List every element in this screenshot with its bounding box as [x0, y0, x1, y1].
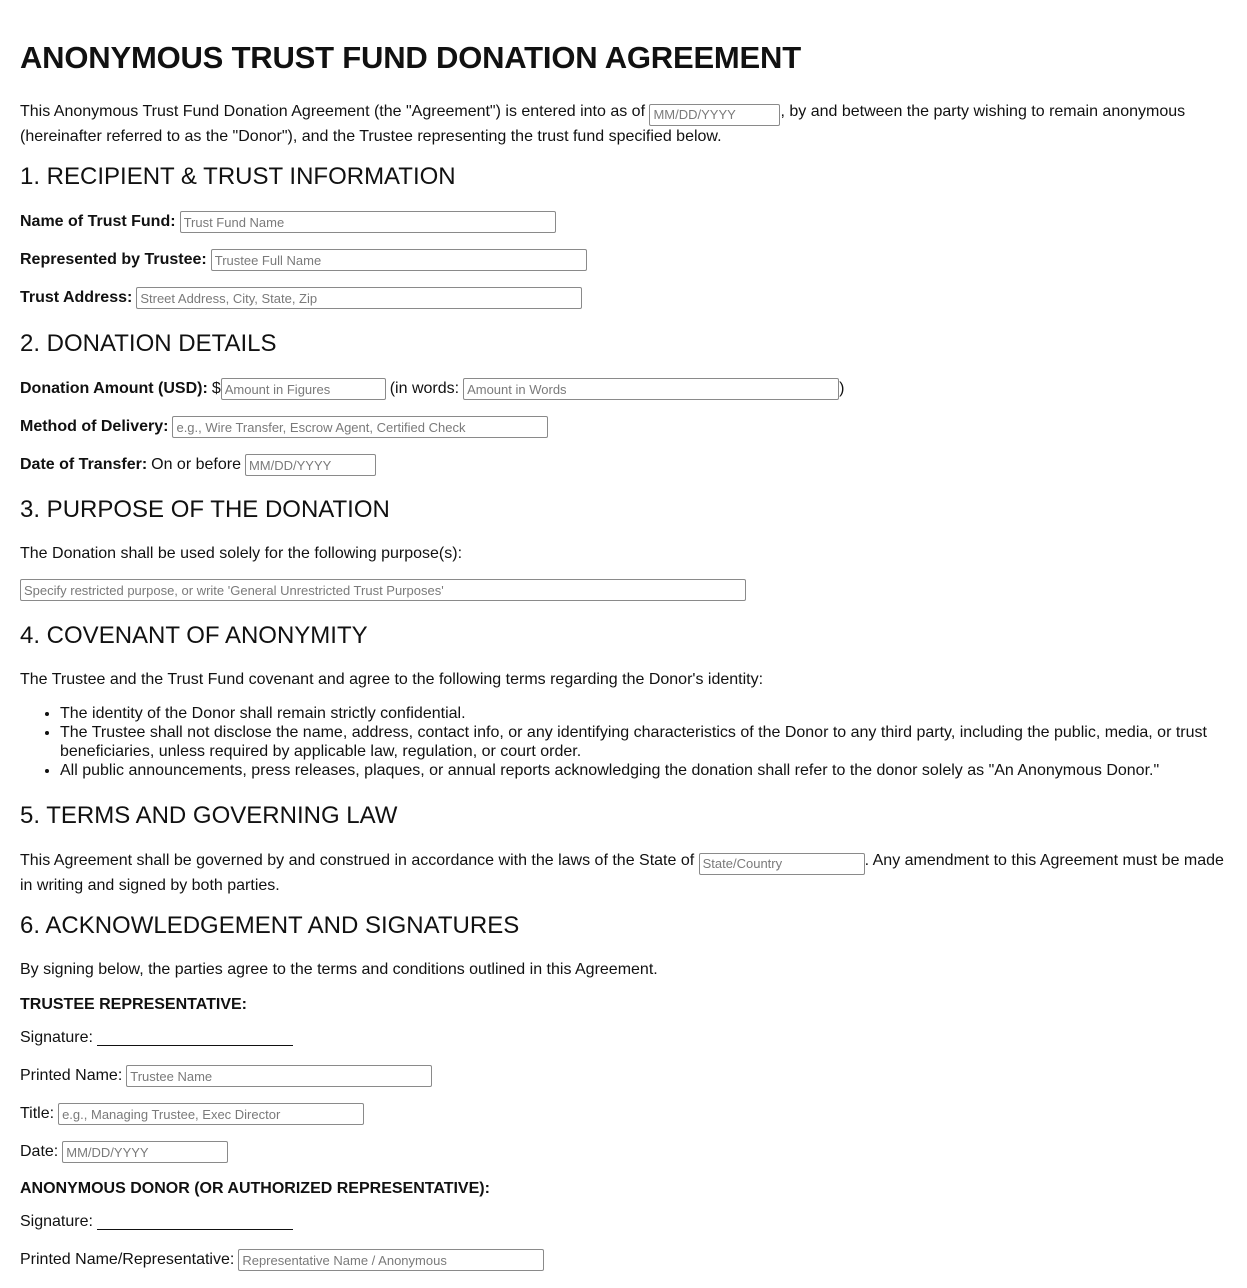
trustee-label: Represented by Trustee:	[20, 251, 207, 268]
delivery-method-label: Method of Delivery:	[20, 418, 169, 435]
donor-printed-name-row	[20, 1249, 544, 1271]
donor-signature-row	[20, 1213, 293, 1231]
transfer-date-text: On or before	[151, 456, 241, 473]
trustee-title-label: Title:	[20, 1105, 55, 1122]
donor-printed-name-label: Printed Name/Representative:	[20, 1251, 235, 1268]
trust-name-label: Name of Trust Fund:	[20, 213, 176, 230]
delivery-method-input[interactable]	[172, 416, 548, 438]
section-5-heading: 5. TERMS AND GOVERNING LAW	[20, 802, 398, 829]
trustee-printed-name-label: Printed Name:	[20, 1067, 123, 1084]
trustee-printed-name-row	[20, 1065, 432, 1087]
transfer-date-label: Date of Transfer:	[20, 456, 148, 473]
trustee-representative-heading: TRUSTEE REPRESENTATIVE:	[20, 996, 247, 1013]
intro-paragraph	[20, 101, 1230, 147]
list-item: • The Trustee shall not disclose the name, address, contact info, or any identifying characteristics of the Donor to any third party, including the public, media, or trust beneficiaries, unless required by applicable law, regulation, or court order.	[60, 723, 1247, 761]
section-6-heading: 6. ACKNOWLEDGEMENT AND SIGNATURES	[20, 912, 520, 939]
trust-address-row	[20, 287, 582, 309]
governing-law-paragraph	[20, 850, 1230, 896]
agreement-date-input[interactable]	[649, 104, 780, 126]
section-3-heading: 3. PURPOSE OF THE DONATION	[20, 496, 390, 523]
donor-signature-line[interactable]	[97, 1215, 293, 1230]
donor-signature-label: Signature:	[20, 1213, 93, 1230]
donor-representative-heading: ANONYMOUS DONOR (OR AUTHORIZED REPRESENTATIVE):	[20, 1180, 490, 1197]
trustee-date-label: Date:	[20, 1143, 59, 1160]
in-words-label: (in words:	[389, 380, 460, 397]
section-1-heading: 1. RECIPIENT & TRUST INFORMATION	[20, 163, 456, 190]
currency-symbol: $	[211, 380, 221, 397]
trustee-signature-line[interactable]	[97, 1031, 293, 1046]
trustee-signature-label: Signature:	[20, 1029, 93, 1046]
anonymity-text: The Trustee and the Trust Fund covenant and agree to the following terms regarding the Donor's identity:	[20, 671, 764, 688]
trust-name-input[interactable]	[180, 211, 556, 233]
donation-amount-label: Donation Amount (USD):	[20, 380, 208, 397]
trustee-row	[20, 249, 587, 271]
section-2-heading: 2. DONATION DETAILS	[20, 330, 277, 357]
transfer-date-row	[20, 454, 376, 476]
trustee-signature-row	[20, 1029, 293, 1047]
trust-name-row	[20, 211, 556, 233]
list-item: • All public announcements, press releases, plaques, or annual reports acknowledging the donation shall refer to the donor solely as "An Anonymous Donor."	[60, 761, 1247, 780]
intro-text-after: , by and between the party wishing to remain anonymous (hereinafter referred to as the "Donor"), and the Trustee representing the trust fund specified below.	[20, 103, 1186, 145]
list-item: • The identity of the Donor shall remain strictly confidential.	[60, 704, 1247, 723]
trustee-name-input[interactable]	[211, 249, 587, 271]
anonymity-terms-list	[20, 704, 1247, 780]
intro-text-before: This Anonymous Trust Fund Donation Agreement (the "Agreement") is entered into as of	[20, 103, 650, 120]
trust-address-input[interactable]	[136, 287, 582, 309]
purpose-input[interactable]	[20, 579, 746, 601]
purpose-text: The Donation shall be used solely for the following purpose(s):	[20, 545, 463, 562]
delivery-method-row	[20, 416, 548, 438]
governing-law-text-after: . Any amendment to this Agreement must be made in writing and signed by both parties.	[20, 852, 1224, 894]
governing-law-text-before: This Agreement shall be governed by and construed in accordance with the laws of the State of	[20, 852, 699, 869]
trustee-date-input[interactable]	[62, 1141, 228, 1163]
trustee-title-row	[20, 1103, 364, 1125]
trustee-date-row	[20, 1141, 228, 1163]
in-words-close: )	[839, 380, 845, 397]
trustee-title-input[interactable]	[58, 1103, 364, 1125]
trust-address-label: Trust Address:	[20, 289, 133, 306]
amount-words-input[interactable]	[463, 378, 839, 400]
state-country-input[interactable]	[699, 853, 865, 875]
page-title: ANONYMOUS TRUST FUND DONATION AGREEMENT	[20, 40, 801, 75]
donation-amount-row	[20, 378, 844, 400]
donor-printed-name-input[interactable]	[238, 1249, 544, 1271]
section-4-heading: 4. COVENANT OF ANONYMITY	[20, 622, 368, 649]
trustee-printed-name-input[interactable]	[126, 1065, 432, 1087]
signatures-intro-text: By signing below, the parties agree to the terms and conditions outlined in this Agreement.	[20, 961, 658, 978]
transfer-date-input[interactable]	[245, 454, 376, 476]
amount-figures-input[interactable]	[221, 378, 386, 400]
